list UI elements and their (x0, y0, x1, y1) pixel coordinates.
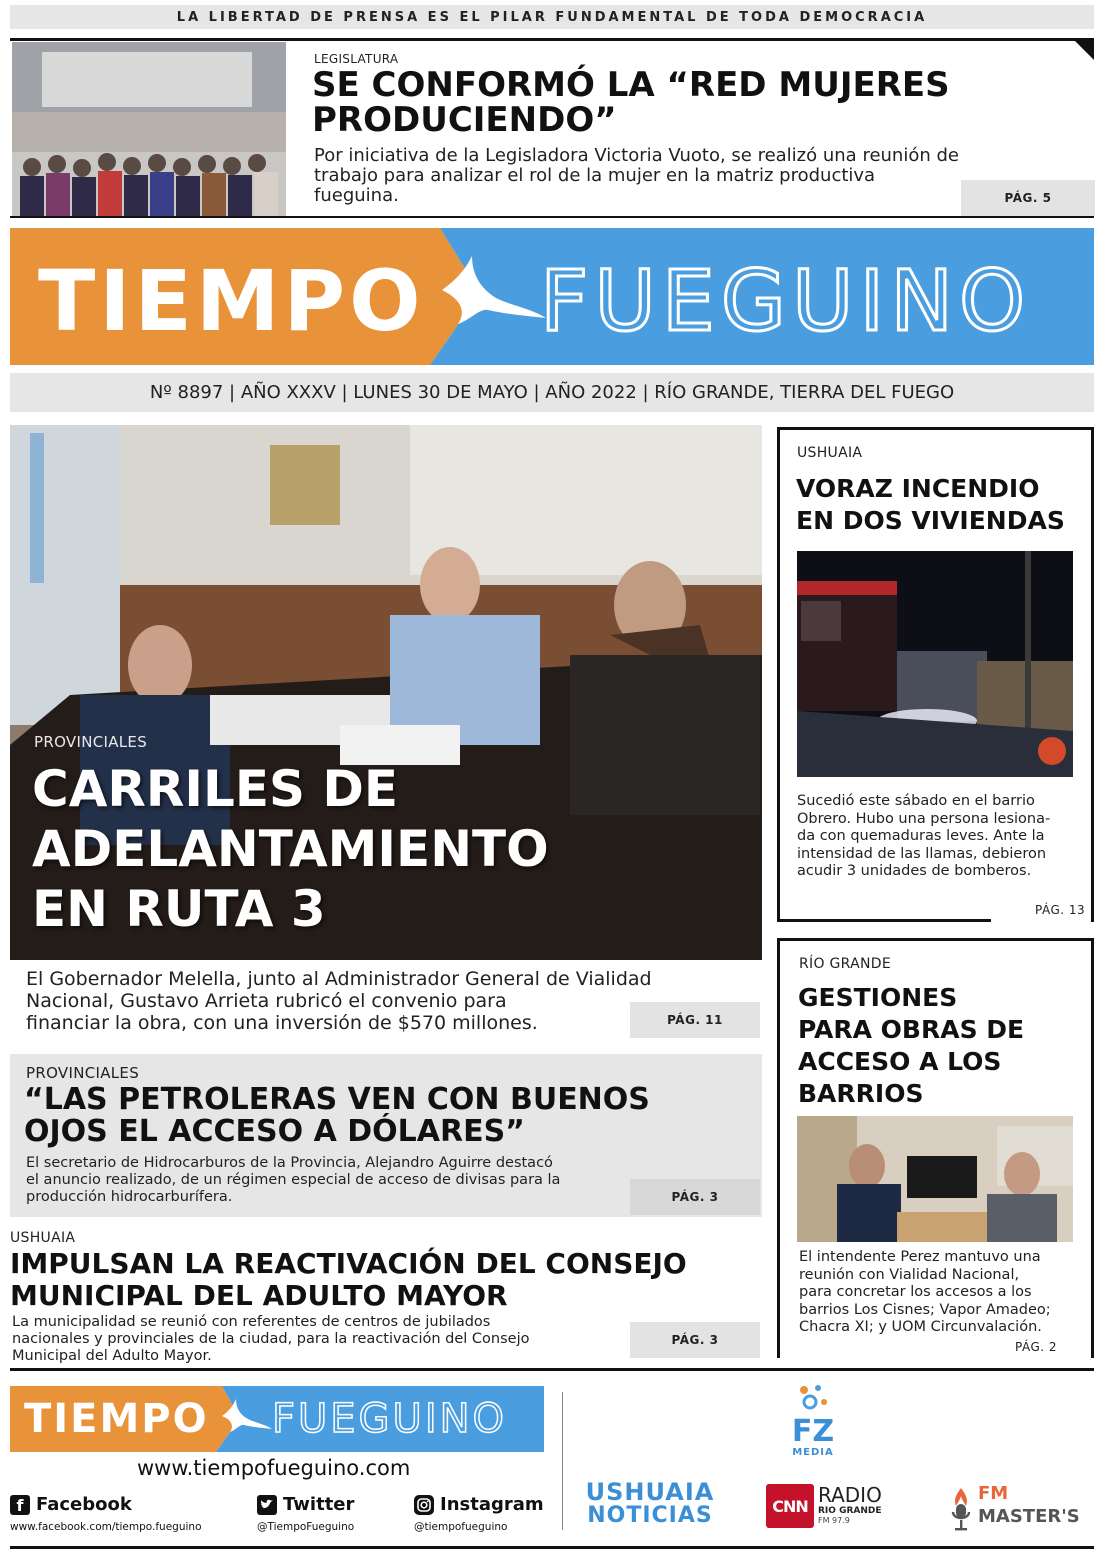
side-gestiones-summary-line3: para concretar los accesos a los (799, 1284, 1032, 1300)
story-adulto-mayor[interactable] (10, 1226, 762, 1366)
side-gestiones-headline-line2: PARA OBRAS DE (798, 1015, 1025, 1044)
top-story-headline-line2: PRODUCIENDO” (312, 100, 617, 141)
cnn-logo-box (766, 1484, 814, 1528)
fz-logo-sub: MEDIA (792, 1447, 834, 1458)
side-gestiones-summary-line1: El intendente Perez mantuvo una (799, 1249, 1041, 1265)
fm-masters-line1: FM (978, 1483, 1009, 1504)
main-story-summary (26, 968, 726, 1034)
story-adulto-mayor-page[interactable]: PÁG. 3 (630, 1322, 760, 1358)
side-incendio-summary (797, 793, 1082, 881)
side-gestiones-headline-line3: ACCESO A LOS (798, 1047, 1002, 1076)
story-adulto-mayor-headline[interactable] (10, 1248, 687, 1312)
story-adulto-mayor-summary-line3: Municipal del Adulto Mayor. (12, 1348, 212, 1364)
story-petroleras-summary-line3: producción hidrocarburífera. (26, 1189, 233, 1205)
twitter-icon (257, 1495, 277, 1515)
top-story-page[interactable]: PÁG. 5 (961, 180, 1095, 216)
fm-masters-line2: MASTER'S (978, 1506, 1080, 1527)
side-incendio-summary-line1: Sucedió este sábado en el barrio (797, 793, 1035, 809)
side-incendio[interactable] (777, 427, 1094, 922)
story-petroleras-summary-line1: El secretario de Hidrocarburos de la Provincia, Alejandro Aguirre destacó (26, 1155, 553, 1171)
footer-website[interactable]: www.tiempofueguino.com (137, 1456, 411, 1480)
top-story-headline-line1: SE CONFORMÓ LA “RED MUJERES (312, 65, 950, 105)
footer-facebook[interactable] (10, 1494, 202, 1533)
microphone-icon (946, 1484, 976, 1534)
instagram-handle: @tiempofueguino (414, 1521, 508, 1533)
top-story-border-bottom (10, 216, 1094, 218)
top-story-summary (314, 146, 1074, 206)
side-incendio-summary-line5: acudir 3 unidades de bomberos. (797, 863, 1032, 879)
main-story-headline[interactable] (32, 759, 549, 939)
issue-bar (10, 373, 1094, 412)
side-gestiones-section: RÍO GRANDE (799, 956, 892, 972)
story-petroleras[interactable] (10, 1054, 762, 1217)
side-incendio-page[interactable]: PÁG. 13 (1035, 903, 1086, 917)
side-incendio-bottom-rule (777, 919, 991, 922)
cnn-radio-logo[interactable] (766, 1484, 896, 1534)
side-gestiones-summary-line5: Chacra XI; y UOM Circunvalación. (799, 1319, 1042, 1335)
motto-bar (10, 5, 1094, 29)
side-gestiones-summary-line4: barrios Los Cisnes; Vapor Amadeo; (799, 1301, 1051, 1318)
main-story-headline-line2: ADELANTAMIENTO (32, 820, 549, 878)
side-incendio-headline-line1: VORAZ INCENDIO (796, 474, 1040, 503)
top-story-photo (12, 42, 286, 218)
instagram-label: Instagram (440, 1494, 544, 1515)
footer-logo-right: FUEGUINO (272, 1396, 508, 1442)
side-incendio-headline[interactable] (796, 473, 1065, 537)
story-adulto-mayor-headline-line2: MUNICIPAL DEL ADULTO MAYOR (10, 1279, 508, 1312)
twitter-handle: @TiempoFueguino (257, 1521, 355, 1533)
story-petroleras-page[interactable]: PÁG. 3 (630, 1179, 760, 1215)
main-story-headline-line1: CARRILES DE (32, 760, 399, 818)
ushuaia-noticias-logo[interactable] (580, 1480, 720, 1528)
top-story-summary-line2: trabajo para analizar el rol de la mujer en la matriz productiva (314, 165, 876, 186)
main-story-summary-line3: financiar la obra, con una inversión de $570 millones. (26, 1012, 538, 1034)
footer-twitter[interactable] (257, 1494, 354, 1533)
story-petroleras-headline-line2: OJOS EL ACCESO A DÓLARES” (24, 1114, 525, 1149)
top-story-summary-line3: fueguina. (314, 185, 399, 206)
facebook-handle: www.facebook.com/tiempo.fueguino (10, 1521, 202, 1533)
story-petroleras-summary (26, 1155, 626, 1206)
ushuaia-noticias-line1: USHUAIA (585, 1478, 715, 1506)
side-incendio-headline-line2: EN DOS VIVIENDAS (796, 506, 1065, 535)
side-gestiones-photo (797, 1116, 1073, 1242)
fz-dots-icon (778, 1382, 848, 1412)
main-story-section: PROVINCIALES (34, 733, 148, 751)
top-story-summary-line1: Por iniciativa de la Legisladora Victoria Vuoto, se realizó una reunión de (314, 145, 959, 166)
footer-instagram[interactable] (414, 1494, 544, 1533)
cnn-logo-text: CNN (772, 1496, 808, 1516)
fz-media-logo[interactable] (778, 1382, 848, 1466)
instagram-icon (414, 1495, 434, 1515)
footer-bottom-rule (10, 1546, 1094, 1549)
story-adulto-mayor-summary-line2: nacionales y provinciales de la ciudad, para la reactivación del Consejo (12, 1331, 530, 1347)
side-incendio-summary-line4: intensidad de las llamas, debieron (797, 845, 1047, 862)
footer-divider (562, 1392, 563, 1530)
side-incendio-section: USHUAIA (797, 445, 863, 461)
story-adulto-mayor-headline-line1: IMPULSAN LA REACTIVACIÓN DEL CONSEJO (10, 1247, 687, 1280)
side-gestiones[interactable] (777, 938, 1094, 1358)
side-gestiones-summary-line2: reunión con Vialidad Nacional, (799, 1266, 1020, 1283)
cnn-radio-freq: FM 97.9 (818, 1516, 850, 1525)
main-story-summary-line1: El Gobernador Melella, junto al Administrador General de Vialidad (26, 968, 652, 990)
story-petroleras-headline-line1: “LAS PETROLERAS VEN CON BUENOS (24, 1082, 650, 1117)
fm-masters-logo[interactable] (946, 1484, 1094, 1534)
masthead-logo[interactable] (10, 228, 1094, 365)
side-gestiones-headline-line4: BARRIOS (798, 1079, 924, 1108)
footer-top-rule (10, 1368, 1094, 1371)
masthead-logo-left: TIEMPO (38, 252, 425, 350)
footer-logo-left: TIEMPO (24, 1396, 209, 1442)
twitter-label: Twitter (283, 1494, 355, 1515)
story-petroleras-headline[interactable] (24, 1084, 650, 1148)
motto-text: LA LIBERTAD DE PRENSA ES EL PILAR FUNDAMENTAL DE TODA DEMOCRACIA (176, 9, 928, 25)
main-story-headline-line3: EN RUTA 3 (32, 880, 326, 938)
story-petroleras-section: PROVINCIALES (26, 1064, 140, 1082)
ushuaia-noticias-line2: NOTICIAS (587, 1503, 713, 1528)
main-story-summary-line2: Nacional, Gustavo Arrieta rubricó el convenio para (26, 990, 507, 1012)
fz-logo-text: FZ (791, 1414, 835, 1449)
facebook-label: Facebook (36, 1494, 132, 1515)
top-story-border-top (10, 38, 1094, 41)
story-petroleras-summary-line2: el anuncio realizado, de un régimen especial de acceso de divisas para la (26, 1172, 561, 1188)
side-gestiones-headline[interactable] (798, 982, 1024, 1110)
side-incendio-summary-line3: da con quemaduras leves. Ante la (797, 828, 1045, 844)
side-gestiones-page[interactable]: PÁG. 2 (1015, 1340, 1058, 1354)
top-story-section: LEGISLATURA (314, 52, 399, 66)
corner-triangle (1072, 38, 1094, 60)
issue-line: Nº 8897 | AÑO XXXV | LUNES 30 DE MAYO | AÑO 2022 | RÍO GRANDE, TIERRA DEL FUEGO (149, 382, 955, 403)
main-story[interactable] (10, 425, 762, 1045)
story-adulto-mayor-section: USHUAIA (10, 1230, 76, 1246)
side-gestiones-headline-line1: GESTIONES (798, 983, 958, 1012)
side-gestiones-summary (799, 1249, 1084, 1337)
side-incendio-photo (797, 551, 1073, 777)
top-story[interactable] (10, 38, 1094, 218)
story-adulto-mayor-summary-line1: La municipalidad se reunió con referentes de centros de jubilados (12, 1314, 491, 1330)
story-adulto-mayor-summary (12, 1314, 612, 1365)
cnn-radio-label: RADIO (818, 1483, 882, 1507)
footer-logo[interactable] (10, 1386, 544, 1452)
cnn-radio-city: RIO GRANDE (818, 1506, 882, 1516)
main-story-page[interactable]: PÁG. 11 (630, 1002, 760, 1038)
facebook-icon: f (10, 1495, 30, 1515)
top-story-headline[interactable] (312, 65, 1072, 141)
masthead-logo-right: FUEGUINO (540, 252, 1032, 350)
side-incendio-summary-line2: Obrero. Hubo una persona lesiona- (797, 810, 1051, 827)
